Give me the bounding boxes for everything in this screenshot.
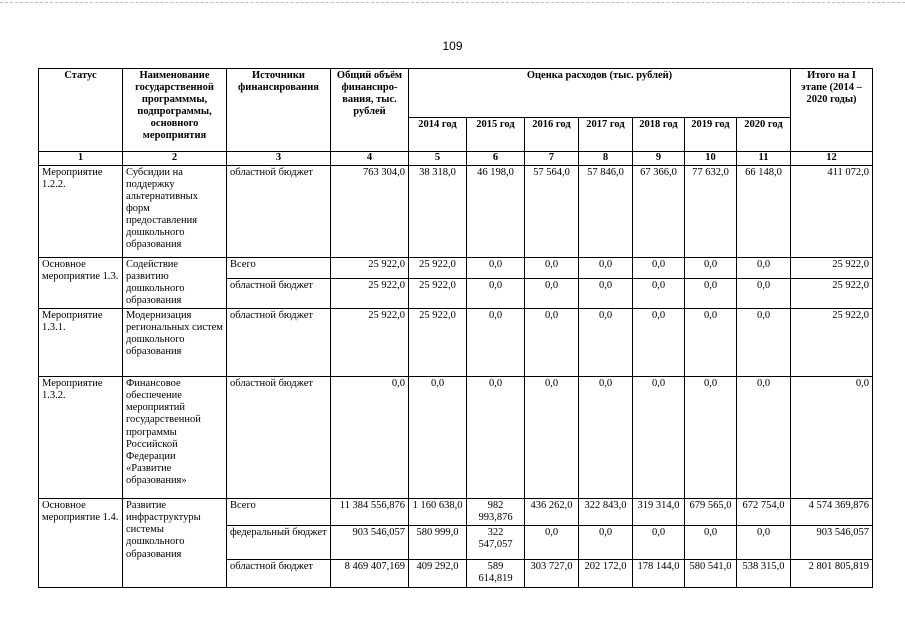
row-source: Всего — [227, 499, 331, 526]
row-value: 0,0 — [737, 258, 791, 279]
header-year: 2014 год — [409, 118, 467, 152]
row-value: 11 384 556,876 — [331, 499, 409, 526]
row-value: 25 922,0 — [331, 258, 409, 279]
row-value: 580 999,0 — [409, 526, 467, 560]
row-value: 409 292,0 — [409, 560, 467, 587]
row-status: Основное мероприятие 1.4. — [39, 499, 123, 587]
row-value: 25 922,0 — [409, 278, 467, 309]
header-year: 2016 год — [525, 118, 579, 152]
row-value: 38 318,0 — [409, 166, 467, 258]
row-value: 202 172,0 — [579, 560, 633, 587]
header-year: 2017 год — [579, 118, 633, 152]
row-value: 8 469 407,169 — [331, 560, 409, 587]
row-value: 0,0 — [685, 309, 737, 377]
row-source: Всего — [227, 258, 331, 279]
row-value: 0,0 — [579, 258, 633, 279]
row-source: областной бюджет — [227, 560, 331, 587]
table-row — [39, 309, 873, 377]
row-value: 0,0 — [525, 309, 579, 377]
header-total: Общий объём финансиро-вания, тыс. рублей — [331, 69, 409, 152]
row-value: 0,0 — [579, 377, 633, 499]
column-number: 10 — [685, 152, 737, 166]
column-number: 9 — [633, 152, 685, 166]
row-name: Субсидии на поддержку альтернативных форм предоставления дошкольного образования — [123, 166, 227, 258]
row-value: 0,0 — [331, 377, 409, 499]
row-source: федеральный бюджет — [227, 526, 331, 560]
column-number: 11 — [737, 152, 791, 166]
column-number: 7 — [525, 152, 579, 166]
row-value: 0,0 — [633, 526, 685, 560]
table-row — [39, 377, 873, 499]
row-value: 0,0 — [467, 278, 525, 309]
row-source: областной бюджет — [227, 166, 331, 258]
row-value: 411 072,0 — [791, 166, 873, 258]
row-value: 25 922,0 — [331, 278, 409, 309]
header-year: 2020 год — [737, 118, 791, 152]
column-number: 6 — [467, 152, 525, 166]
row-value: 322 843,0 — [579, 499, 633, 526]
row-value: 25 922,0 — [331, 309, 409, 377]
row-value: 25 922,0 — [791, 258, 873, 279]
row-name: Развитие инфраструктуры системы дошкольного образования — [123, 499, 227, 587]
header-name: Наименование государственной программмы, подпрограммы, основного мероприятия — [123, 69, 227, 152]
row-value: 0,0 — [633, 258, 685, 279]
row-value: 679 565,0 — [685, 499, 737, 526]
row-value: 0,0 — [685, 377, 737, 499]
row-value: 0,0 — [467, 377, 525, 499]
row-value: 0,0 — [579, 309, 633, 377]
row-value: 0,0 — [579, 526, 633, 560]
row-value: 0,0 — [737, 278, 791, 309]
row-value: 0,0 — [737, 526, 791, 560]
column-number: 5 — [409, 152, 467, 166]
header-year: 2018 год — [633, 118, 685, 152]
row-value: 0,0 — [685, 526, 737, 560]
row-value: 303 727,0 — [525, 560, 579, 587]
row-value: 67 366,0 — [633, 166, 685, 258]
row-value: 0,0 — [791, 377, 873, 499]
row-value: 763 304,0 — [331, 166, 409, 258]
row-value: 0,0 — [409, 377, 467, 499]
row-value: 46 198,0 — [467, 166, 525, 258]
page-number: 109 — [442, 39, 463, 53]
row-value: 0,0 — [737, 377, 791, 499]
row-status: Мероприятие 1.2.2. — [39, 166, 123, 258]
expenditure-table — [38, 68, 873, 588]
top-border-line — [0, 2, 905, 3]
column-number: 8 — [579, 152, 633, 166]
row-value: 0,0 — [685, 258, 737, 279]
header-status: Статус — [39, 69, 123, 152]
row-value: 0,0 — [579, 278, 633, 309]
row-value: 25 922,0 — [409, 309, 467, 377]
header-source: Источники финансирования — [227, 69, 331, 152]
header-year: 2015 год — [467, 118, 525, 152]
row-value: 0,0 — [525, 526, 579, 560]
row-source: областной бюджет — [227, 278, 331, 309]
row-value: 0,0 — [737, 309, 791, 377]
row-value: 903 546,057 — [791, 526, 873, 560]
row-value: 903 546,057 — [331, 526, 409, 560]
row-value: 0,0 — [633, 278, 685, 309]
row-name: Финансовое обеспечение мероприятий государственной программы Российской Федерации «Развитие образования» — [123, 377, 227, 499]
row-value: 0,0 — [467, 309, 525, 377]
column-number: 4 — [331, 152, 409, 166]
row-value: 0,0 — [685, 278, 737, 309]
row-value: 1 160 638,0 — [409, 499, 467, 526]
row-value: 25 922,0 — [409, 258, 467, 279]
row-value: 982 993,876 — [467, 499, 525, 526]
row-value: 25 922,0 — [791, 278, 873, 309]
row-value: 0,0 — [633, 377, 685, 499]
row-value: 589 614,819 — [467, 560, 525, 587]
header-stage-total: Итого на I этапе (2014 – 2020 годы) — [791, 69, 873, 152]
row-value: 580 541,0 — [685, 560, 737, 587]
table-row — [39, 258, 873, 279]
column-number: 1 — [39, 152, 123, 166]
row-value: 57 564,0 — [525, 166, 579, 258]
row-status: Мероприятие 1.3.2. — [39, 377, 123, 499]
row-value: 57 846,0 — [579, 166, 633, 258]
row-value: 0,0 — [633, 309, 685, 377]
row-value: 178 144,0 — [633, 560, 685, 587]
row-source: областной бюджет — [227, 309, 331, 377]
header-estimate: Оценка расходов (тыс. рублей) — [409, 69, 791, 118]
table-row — [39, 499, 873, 526]
row-value: 66 148,0 — [737, 166, 791, 258]
table-row — [39, 166, 873, 258]
row-value: 436 262,0 — [525, 499, 579, 526]
row-value: 2 801 805,819 — [791, 560, 873, 587]
column-number: 12 — [791, 152, 873, 166]
header-year: 2019 год — [685, 118, 737, 152]
row-name: Модернизация региональных систем дошкольного образования — [123, 309, 227, 377]
row-value: 0,0 — [467, 258, 525, 279]
row-source: областной бюджет — [227, 377, 331, 499]
row-value: 4 574 369,876 — [791, 499, 873, 526]
row-value: 672 754,0 — [737, 499, 791, 526]
row-value: 0,0 — [525, 377, 579, 499]
row-value: 319 314,0 — [633, 499, 685, 526]
row-name: Содействие развитию дошкольного образования — [123, 258, 227, 309]
row-value: 0,0 — [525, 278, 579, 309]
row-value: 77 632,0 — [685, 166, 737, 258]
row-value: 538 315,0 — [737, 560, 791, 587]
column-number: 2 — [123, 152, 227, 166]
row-status: Мероприятие 1.3.1. — [39, 309, 123, 377]
row-status: Основное мероприятие 1.3. — [39, 258, 123, 309]
row-value: 0,0 — [525, 258, 579, 279]
column-number: 3 — [227, 152, 331, 166]
row-value: 322 547,057 — [467, 526, 525, 560]
row-value: 25 922,0 — [791, 309, 873, 377]
